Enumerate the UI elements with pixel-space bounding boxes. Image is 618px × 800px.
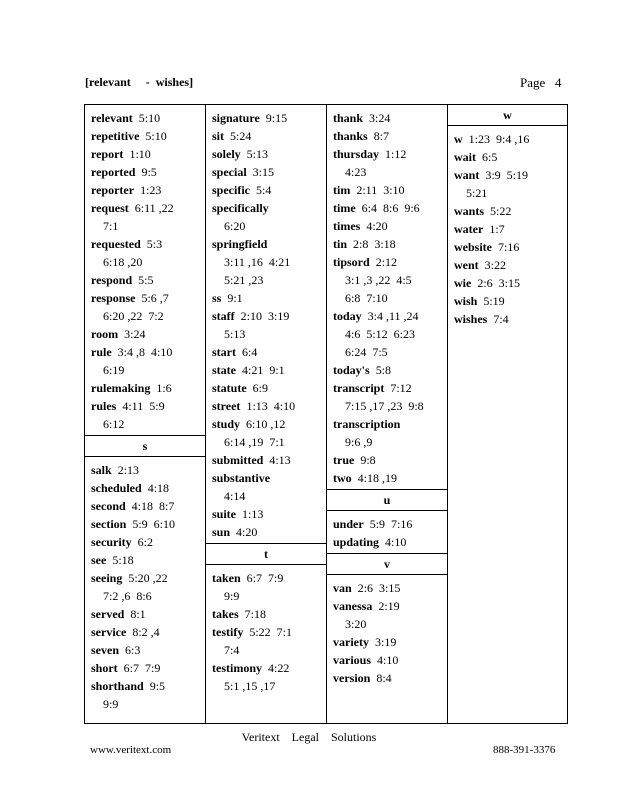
index-section bbox=[85, 105, 205, 435]
index-term: updating bbox=[333, 535, 380, 549]
page-line-refs: 6:2 bbox=[131, 535, 153, 549]
index-entry bbox=[212, 505, 322, 523]
page-line-refs: 5:20 ,22 bbox=[122, 571, 168, 585]
page-line-refs: 1:13 bbox=[236, 507, 264, 521]
index-entry bbox=[91, 163, 201, 181]
index-term: second bbox=[91, 499, 126, 513]
index-term: went bbox=[454, 258, 479, 272]
index-term: response bbox=[91, 291, 136, 305]
index-entry bbox=[333, 515, 443, 533]
index-entry bbox=[333, 669, 443, 687]
page-line-refs: 4:18 8:7 bbox=[125, 499, 175, 513]
page-line-refs: 4:18 ,19 bbox=[351, 471, 398, 485]
page-line-refs: 5:13 bbox=[224, 327, 246, 341]
page-line-refs: 3:19 bbox=[368, 635, 397, 649]
index-entry bbox=[333, 361, 443, 379]
index-term: solely bbox=[212, 147, 241, 161]
page-line-refs: 5:19 bbox=[477, 294, 505, 308]
index-term: variety bbox=[333, 635, 369, 649]
index-term: rule bbox=[91, 345, 112, 359]
page-line-refs: 6:7 7:9 bbox=[240, 571, 284, 585]
index-term: request bbox=[91, 201, 129, 215]
index-term: thanks bbox=[333, 129, 368, 143]
index-entry bbox=[91, 623, 201, 641]
page-line-refs: 1:10 bbox=[123, 147, 151, 161]
index-term: various bbox=[333, 653, 372, 667]
page-line-refs: 1:7 bbox=[483, 222, 505, 236]
index-entry bbox=[212, 605, 322, 623]
index-entry bbox=[333, 651, 443, 669]
page-line-refs: 6:19 bbox=[103, 363, 125, 377]
page-line-refs: 6:5 bbox=[476, 150, 498, 164]
page-line-refs: 6:8 7:10 bbox=[345, 291, 388, 305]
page-line-refs: 1:23 bbox=[134, 183, 162, 197]
index-term: wait bbox=[454, 150, 476, 164]
index-entry bbox=[212, 523, 322, 541]
page-line-refs: 6:9 bbox=[246, 381, 269, 395]
index-entry bbox=[91, 109, 201, 127]
page-line-refs: 4:18 bbox=[141, 481, 170, 495]
index-entry bbox=[454, 310, 563, 328]
index-term: thursday bbox=[333, 147, 380, 161]
index-entry bbox=[333, 181, 443, 199]
index-entry bbox=[91, 289, 201, 325]
index-entry bbox=[454, 274, 563, 292]
index-term: times bbox=[333, 219, 361, 233]
page-line-refs: 4:21 9:1 bbox=[236, 363, 285, 377]
index-entry bbox=[91, 199, 201, 235]
index-term: substantive bbox=[212, 471, 271, 485]
index-term: under bbox=[333, 517, 364, 531]
page-line-refs: 9:5 bbox=[135, 165, 157, 179]
index-term: start bbox=[212, 345, 236, 359]
index-term: transcript bbox=[333, 381, 385, 395]
page-line-refs: 7:12 bbox=[384, 381, 412, 395]
index-term: wants bbox=[454, 204, 485, 218]
page-line-refs: 8:7 bbox=[367, 129, 390, 143]
index-term: version bbox=[333, 671, 371, 685]
index-term: water bbox=[454, 222, 484, 236]
footer-website: www.veritext.com bbox=[90, 744, 172, 756]
index-entry bbox=[333, 109, 443, 127]
index-entry bbox=[333, 217, 443, 235]
page-line-refs: 5:21 bbox=[466, 186, 488, 200]
index-term: respond bbox=[91, 273, 133, 287]
page-line-refs: 9:1 bbox=[221, 291, 243, 305]
index-term: seven bbox=[91, 643, 119, 657]
index-term: taken bbox=[212, 571, 241, 585]
index-term: short bbox=[91, 661, 118, 675]
page-line-refs: 3:24 bbox=[363, 111, 391, 125]
index-entry bbox=[333, 307, 443, 361]
index-term: wie bbox=[454, 276, 472, 290]
index-column-3 bbox=[327, 105, 448, 723]
index-entry bbox=[454, 256, 563, 274]
index-entry bbox=[212, 343, 322, 361]
index-entry bbox=[333, 127, 443, 145]
index-entry bbox=[91, 343, 201, 379]
index-column-2 bbox=[206, 105, 327, 723]
index-entry bbox=[212, 163, 322, 181]
index-entry bbox=[454, 220, 563, 238]
footer-phone: 888-391-3376 bbox=[493, 744, 556, 756]
index-term: van bbox=[333, 581, 352, 595]
index-column-4 bbox=[448, 105, 567, 723]
index-term: springfield bbox=[212, 237, 268, 251]
index-term: transcription bbox=[333, 417, 401, 431]
page-line-refs: 5:8 bbox=[369, 363, 392, 377]
index-term: relevant bbox=[91, 111, 133, 125]
page-line-refs: 4:20 bbox=[360, 219, 388, 233]
section-letter-heading: v bbox=[327, 553, 447, 575]
index-term: w bbox=[454, 132, 463, 146]
index-entry bbox=[454, 292, 563, 310]
index-entry bbox=[91, 569, 201, 605]
index-term: staff bbox=[212, 309, 235, 323]
section-letter-heading: u bbox=[327, 489, 447, 511]
index-term: specifically bbox=[212, 201, 269, 215]
index-section bbox=[206, 565, 326, 697]
page-line-refs: 2:10 3:19 bbox=[234, 309, 290, 323]
index-entry bbox=[333, 145, 443, 181]
index-entry bbox=[333, 533, 443, 551]
index-term: served bbox=[91, 607, 125, 621]
index-term: rulemaking bbox=[91, 381, 151, 395]
page-line-refs: 5:10 bbox=[132, 111, 161, 125]
index-entry bbox=[212, 235, 322, 289]
index-entry bbox=[333, 379, 443, 415]
page-line-refs: 6:20 ,22 7:2 bbox=[103, 309, 164, 323]
index-term: testimony bbox=[212, 661, 262, 675]
page-line-refs: 4:13 bbox=[263, 453, 291, 467]
index-entry bbox=[212, 289, 322, 307]
index-section bbox=[448, 126, 567, 330]
index-term: state bbox=[212, 363, 236, 377]
page-line-refs: 2:6 3:15 bbox=[351, 581, 401, 595]
index-term: tin bbox=[333, 237, 348, 251]
index-term: rules bbox=[91, 399, 117, 413]
index-entry bbox=[212, 109, 322, 127]
page-line-refs: 7:4 bbox=[487, 312, 509, 326]
page-line-refs: 7:1 bbox=[103, 219, 119, 233]
page-line-refs: 4:10 bbox=[379, 535, 407, 549]
page-line-refs: 6:3 bbox=[119, 643, 141, 657]
page-line-refs: 5:5 bbox=[132, 273, 154, 287]
section-letter-heading: s bbox=[85, 435, 205, 457]
page-line-refs: 2:11 3:10 bbox=[350, 183, 405, 197]
index-term: room bbox=[91, 327, 119, 341]
page-line-refs: 5:1 ,15 ,17 bbox=[224, 679, 276, 693]
page-line-refs: 9:15 bbox=[259, 111, 288, 125]
page-line-refs: 9:8 bbox=[354, 453, 376, 467]
index-column-1 bbox=[85, 105, 206, 723]
index-entry bbox=[91, 145, 201, 163]
index-term: salk bbox=[91, 463, 112, 477]
index-term: signature bbox=[212, 111, 260, 125]
page-line-refs: 8:2 ,4 bbox=[126, 625, 160, 639]
index-term: service bbox=[91, 625, 127, 639]
index-entry bbox=[454, 202, 563, 220]
index-entry bbox=[454, 148, 563, 166]
page-line-refs: 6:10 ,12 bbox=[240, 417, 286, 431]
index-entry bbox=[212, 451, 322, 469]
index-term: security bbox=[91, 535, 132, 549]
index-term: requested bbox=[91, 237, 141, 251]
index-entry bbox=[91, 325, 201, 343]
page-line-refs: 9:5 bbox=[143, 679, 166, 693]
page-line-refs: 5:6 ,7 bbox=[135, 291, 169, 305]
page-line-refs: 7:18 bbox=[238, 607, 267, 621]
page-line-refs: 3:15 bbox=[246, 165, 275, 179]
index-term: street bbox=[212, 399, 241, 413]
index-term: thank bbox=[333, 111, 364, 125]
index-term: takes bbox=[212, 607, 239, 621]
index-entry bbox=[91, 659, 201, 677]
page-line-refs: 3:24 bbox=[118, 327, 146, 341]
page-line-refs: 7:2 ,6 8:6 bbox=[103, 589, 152, 603]
page-line-refs: 9:9 bbox=[103, 697, 119, 711]
page-line-refs: 5:18 bbox=[106, 553, 134, 567]
page-line-refs: 2:6 3:15 bbox=[471, 276, 520, 290]
index-section bbox=[327, 575, 447, 689]
index-term: tipsord bbox=[333, 255, 370, 269]
page-line-refs: 5:22 7:1 bbox=[243, 625, 292, 639]
page-line-refs: 4:6 5:12 6:23 bbox=[345, 327, 416, 341]
index-term: wishes bbox=[454, 312, 488, 326]
index-term: repetitive bbox=[91, 129, 140, 143]
page-line-refs: 5:3 bbox=[140, 237, 163, 251]
index-entry bbox=[91, 515, 201, 533]
index-term: sit bbox=[212, 129, 224, 143]
index-term: testify bbox=[212, 625, 244, 639]
page-number: Page 4 bbox=[520, 75, 562, 90]
index-entry bbox=[333, 469, 443, 487]
page-line-refs: 2:8 3:18 bbox=[347, 237, 396, 251]
page-line-refs: 1:6 bbox=[150, 381, 172, 395]
index-entry bbox=[333, 451, 443, 469]
page-line-refs: 4:23 bbox=[345, 165, 367, 179]
index-entry bbox=[212, 469, 322, 505]
page-line-refs: 9:9 bbox=[224, 589, 240, 603]
index-entry bbox=[91, 479, 201, 497]
index-entry bbox=[212, 361, 322, 379]
index-entry bbox=[91, 271, 201, 289]
page-line-refs: 6:4 8:6 9:6 bbox=[355, 201, 420, 215]
page-line-refs: 2:19 bbox=[372, 599, 400, 613]
page-line-refs: 5:9 7:16 bbox=[363, 517, 413, 531]
index-term: today bbox=[333, 309, 362, 323]
section-letter-heading: t bbox=[206, 543, 326, 565]
index-term: section bbox=[91, 517, 127, 531]
index-entry bbox=[212, 397, 322, 415]
index-entry bbox=[333, 199, 443, 217]
page-line-refs: 1:23 9:4 ,16 bbox=[462, 132, 530, 146]
index-section bbox=[327, 105, 447, 489]
page-line-refs: 6:7 7:9 bbox=[117, 661, 161, 675]
page-line-refs: 4:20 bbox=[230, 525, 258, 539]
index-term: website bbox=[454, 240, 492, 254]
index-term: specific bbox=[212, 183, 250, 197]
index-entry bbox=[333, 597, 443, 633]
page-line-refs: 2:12 bbox=[369, 255, 398, 269]
index-entry bbox=[454, 166, 563, 202]
page-line-refs: 6:24 7:5 bbox=[345, 345, 388, 359]
page-line-refs: 5:13 bbox=[240, 147, 269, 161]
index-term: seeing bbox=[91, 571, 123, 585]
index-term: true bbox=[333, 453, 355, 467]
index-entry bbox=[333, 633, 443, 651]
index-entry bbox=[212, 659, 322, 695]
index-entry bbox=[454, 238, 563, 256]
section-letter-heading: w bbox=[448, 105, 567, 126]
page-line-refs: 5:10 bbox=[139, 129, 167, 143]
page-line-refs: 4:10 bbox=[371, 653, 399, 667]
page-line-refs: 3:4 ,8 4:10 bbox=[111, 345, 173, 359]
page-line-refs: 7:16 bbox=[492, 240, 520, 254]
index-entry bbox=[333, 415, 443, 451]
index-entry bbox=[454, 130, 563, 148]
page-line-refs: 5:4 bbox=[250, 183, 272, 197]
page-line-refs: 3:4 ,11 ,24 bbox=[361, 309, 419, 323]
index-entry bbox=[91, 533, 201, 551]
index-term: reported bbox=[91, 165, 136, 179]
index-entry bbox=[212, 145, 322, 163]
page-line-refs: 6:11 ,22 bbox=[128, 201, 174, 215]
index-term: wish bbox=[454, 294, 478, 308]
index-term: suite bbox=[212, 507, 236, 521]
page-line-refs: 4:14 bbox=[224, 489, 246, 503]
page-line-refs: 3:22 bbox=[478, 258, 507, 272]
index-term: statute bbox=[212, 381, 247, 395]
page-line-refs: 6:4 bbox=[236, 345, 258, 359]
page-line-refs: 6:14 ,19 7:1 bbox=[224, 435, 285, 449]
index-entry bbox=[91, 181, 201, 199]
page-line-refs: 5:9 6:10 bbox=[126, 517, 175, 531]
index-term: see bbox=[91, 553, 107, 567]
footer-company: Veritext Legal Solutions bbox=[241, 730, 377, 744]
page-line-refs: 3:20 bbox=[345, 617, 367, 631]
index-term: sun bbox=[212, 525, 231, 539]
index-term: special bbox=[212, 165, 247, 179]
page-line-refs: 6:18 ,20 bbox=[103, 255, 143, 269]
index-entry bbox=[212, 379, 322, 397]
index-entry bbox=[333, 253, 443, 307]
index-term: reporter bbox=[91, 183, 135, 197]
page-line-refs: 8:1 bbox=[124, 607, 146, 621]
index-term: tim bbox=[333, 183, 351, 197]
index-entry bbox=[91, 641, 201, 659]
index-term: scheduled bbox=[91, 481, 142, 495]
index-term: study bbox=[212, 417, 241, 431]
index-entry bbox=[91, 461, 201, 479]
page-line-refs: 4:11 5:9 bbox=[116, 399, 165, 413]
index-entry bbox=[91, 127, 201, 145]
index-entry bbox=[212, 307, 322, 343]
word-index-grid bbox=[84, 104, 568, 724]
page-line-refs: 6:20 bbox=[224, 219, 246, 233]
index-entry bbox=[212, 623, 322, 659]
index-term: ss bbox=[212, 291, 222, 305]
index-entry bbox=[91, 551, 201, 569]
index-entry bbox=[91, 397, 201, 433]
index-term: shorthand bbox=[91, 679, 144, 693]
index-term: want bbox=[454, 168, 480, 182]
page-line-refs: 5:21 ,23 bbox=[224, 273, 264, 287]
index-entry bbox=[91, 677, 201, 713]
page-line-refs: 3:9 5:19 bbox=[479, 168, 529, 182]
page-line-refs: 9:6 ,9 bbox=[345, 435, 373, 449]
index-entry bbox=[91, 379, 201, 397]
index-entry bbox=[91, 605, 201, 623]
index-entry bbox=[212, 181, 322, 199]
index-entry bbox=[333, 235, 443, 253]
page-line-refs: 5:24 bbox=[224, 129, 252, 143]
page-line-refs: 5:22 bbox=[484, 204, 512, 218]
page-line-refs: 1:13 4:10 bbox=[240, 399, 296, 413]
page-line-refs: 6:12 bbox=[103, 417, 125, 431]
index-entry bbox=[91, 235, 201, 271]
index-term: report bbox=[91, 147, 124, 161]
index-entry bbox=[212, 127, 322, 145]
index-entry bbox=[333, 579, 443, 597]
index-term: vanessa bbox=[333, 599, 373, 613]
index-entry bbox=[212, 569, 322, 605]
page-line-refs: 7:4 bbox=[224, 643, 240, 657]
index-range: [relevant - wishes] bbox=[85, 75, 194, 89]
page-line-refs: 2:13 bbox=[111, 463, 140, 477]
index-term: two bbox=[333, 471, 352, 485]
page-line-refs: 1:12 bbox=[379, 147, 407, 161]
index-term: today's bbox=[333, 363, 370, 377]
index-entry bbox=[212, 199, 322, 235]
index-section bbox=[327, 511, 447, 553]
index-term: submitted bbox=[212, 453, 264, 467]
index-section bbox=[85, 457, 205, 715]
index-entry bbox=[212, 415, 322, 451]
index-entry bbox=[91, 497, 201, 515]
page-line-refs: 7:15 ,17 ,23 9:8 bbox=[345, 399, 424, 413]
page-line-refs: 4:22 bbox=[262, 661, 290, 675]
page-line-refs: 3:11 ,16 4:21 bbox=[224, 255, 291, 269]
index-section bbox=[206, 105, 326, 543]
index-term: time bbox=[333, 201, 356, 215]
page-line-refs: 8:4 bbox=[370, 671, 392, 685]
page-line-refs: 3:1 ,3 ,22 4:5 bbox=[345, 273, 412, 287]
